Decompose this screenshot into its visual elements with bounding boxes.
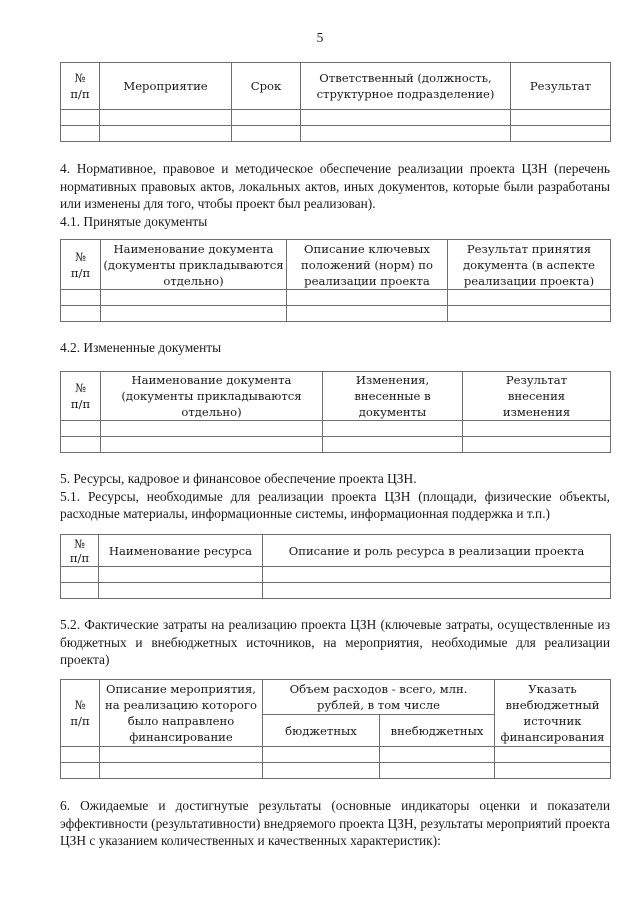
cell[interactable] (232, 110, 301, 126)
cell[interactable] (301, 110, 511, 126)
cell[interactable] (100, 763, 263, 779)
table-row (61, 437, 611, 453)
cell[interactable] (61, 437, 101, 453)
section-5-2 (60, 616, 610, 669)
header-key-provisions: Описание ключевых положений (норм) по реализации проекта (287, 240, 448, 290)
header-num: № п/п (61, 535, 99, 567)
cell[interactable] (495, 763, 611, 779)
cell[interactable] (301, 126, 511, 142)
header-budget: бюджетных (263, 715, 380, 747)
cell[interactable] (287, 290, 448, 306)
header-doc-name: Наименование документа (документы прикладываются отдельно) (101, 372, 323, 421)
section-4-2-heading: 4.2. Измененные документы (60, 340, 222, 355)
section-5-1-text: 5.1. Ресурсы, необходимые для реализации проекта ЦЗН (площади, физические объекты, расходные материалы, информационные системы, информационная поддержка и т.п.) (60, 488, 610, 521)
header-resource-description: Описание и роль ресурса в реализации проекта (263, 535, 611, 567)
cell[interactable] (287, 306, 448, 322)
cell[interactable] (511, 126, 611, 142)
cell[interactable] (323, 437, 463, 453)
section-5-text: 5. Ресурсы, кадровое и финансовое обеспечение проекта ЦЗН. (60, 471, 417, 486)
cell[interactable] (263, 763, 380, 779)
cell[interactable] (61, 126, 100, 142)
cell[interactable] (101, 306, 287, 322)
header-doc-name: Наименование документа (документы прикладываются отдельно) (101, 240, 287, 290)
header-funding-source: Указать внебюджетный источник финансирования (495, 680, 611, 747)
cell[interactable] (100, 110, 232, 126)
cell[interactable] (263, 747, 380, 763)
cell[interactable] (100, 126, 232, 142)
cell[interactable] (380, 763, 495, 779)
header-volume: Объем расходов - всего, млн. рублей, в том числе (263, 680, 495, 715)
table-row (61, 306, 611, 322)
section-4-1-heading: 4.1. Принятые документы (60, 213, 208, 229)
section-4-text: 4. Нормативное, правовое и методическое обеспечение реализации проекта ЦЗН (перечень нормативных правовых актов, локальных актов, иных документов, которые были разработаны или изменены для того, чтобы проект был реализован). (60, 161, 610, 211)
cell[interactable] (99, 583, 263, 599)
section-5-2-text: 5.2. Фактические затраты на реализацию проекта ЦЗН (ключевые затраты, осуществленные из бюджетных и внебюджетных источников, на мероприятия, необходимые для реализации проекта) (60, 617, 610, 667)
cell[interactable] (61, 747, 100, 763)
header-resource-name: Наименование ресурса (99, 535, 263, 567)
header-activity: Мероприятие (100, 63, 232, 110)
cell[interactable] (463, 421, 611, 437)
resources-table (60, 534, 611, 599)
cell[interactable] (448, 306, 611, 322)
header-responsible: Ответственный (должность, структурное подразделение) (301, 63, 511, 110)
cell[interactable] (323, 421, 463, 437)
section-5 (60, 470, 610, 523)
cell[interactable] (100, 747, 263, 763)
table-row (61, 567, 611, 583)
table-header-row (61, 63, 611, 110)
table-header-row (61, 372, 611, 421)
header-num: № п/п (61, 680, 100, 747)
header-description: Описание мероприятия, на реализацию которого было направлено финансирование (100, 680, 263, 747)
table-row (61, 763, 611, 779)
cell[interactable] (99, 567, 263, 583)
table-row (61, 583, 611, 599)
cell[interactable] (448, 290, 611, 306)
changed-documents-table (60, 371, 611, 453)
section-4-2 (60, 339, 610, 357)
table-row (61, 110, 611, 126)
table-header-row (61, 240, 611, 290)
cell[interactable] (263, 583, 611, 599)
page-number: 5 (316, 30, 324, 45)
cell[interactable] (61, 306, 101, 322)
header-change-result: Результат внесения изменения (463, 372, 611, 421)
table-row (61, 290, 611, 306)
cell[interactable] (511, 110, 611, 126)
header-num: № п/п (61, 240, 101, 290)
header-num: № п/п (61, 372, 101, 421)
section-6-text: 6. Ожидаемые и достигнутые результаты (основные индикаторы оценки и показатели эффективности (результативности) внедряемого проекта ЦЗН, результаты мероприятий проекта ЦЗН с указанием количественных и качественных характеристик): (60, 798, 610, 848)
section-4 (60, 160, 610, 230)
table-row (61, 747, 611, 763)
header-num: № п/п (61, 63, 100, 110)
cell[interactable] (380, 747, 495, 763)
table-row (61, 421, 611, 437)
cell[interactable] (263, 567, 611, 583)
cell[interactable] (61, 567, 99, 583)
table-header-row (61, 535, 611, 567)
cell[interactable] (101, 437, 323, 453)
header-extrabudget: внебюджетных (380, 715, 495, 747)
cell[interactable] (232, 126, 301, 142)
header-result: Результат (511, 63, 611, 110)
header-changes: Изменения, внесенные в документы (323, 372, 463, 421)
cell[interactable] (101, 421, 323, 437)
adopted-documents-table (60, 239, 611, 322)
cell[interactable] (495, 747, 611, 763)
header-deadline: Срок (232, 63, 301, 110)
cell[interactable] (61, 110, 100, 126)
costs-table (60, 679, 611, 779)
cell[interactable] (61, 763, 100, 779)
cell[interactable] (61, 421, 101, 437)
cell[interactable] (61, 290, 101, 306)
cell[interactable] (101, 290, 287, 306)
header-adoption-result: Результат принятия документа (в аспекте реализации проекта) (448, 240, 611, 290)
cell[interactable] (463, 437, 611, 453)
section-6 (60, 797, 610, 850)
activities-table (60, 62, 611, 142)
table-header-row (61, 680, 611, 715)
table-row (61, 126, 611, 142)
cell[interactable] (61, 583, 99, 599)
